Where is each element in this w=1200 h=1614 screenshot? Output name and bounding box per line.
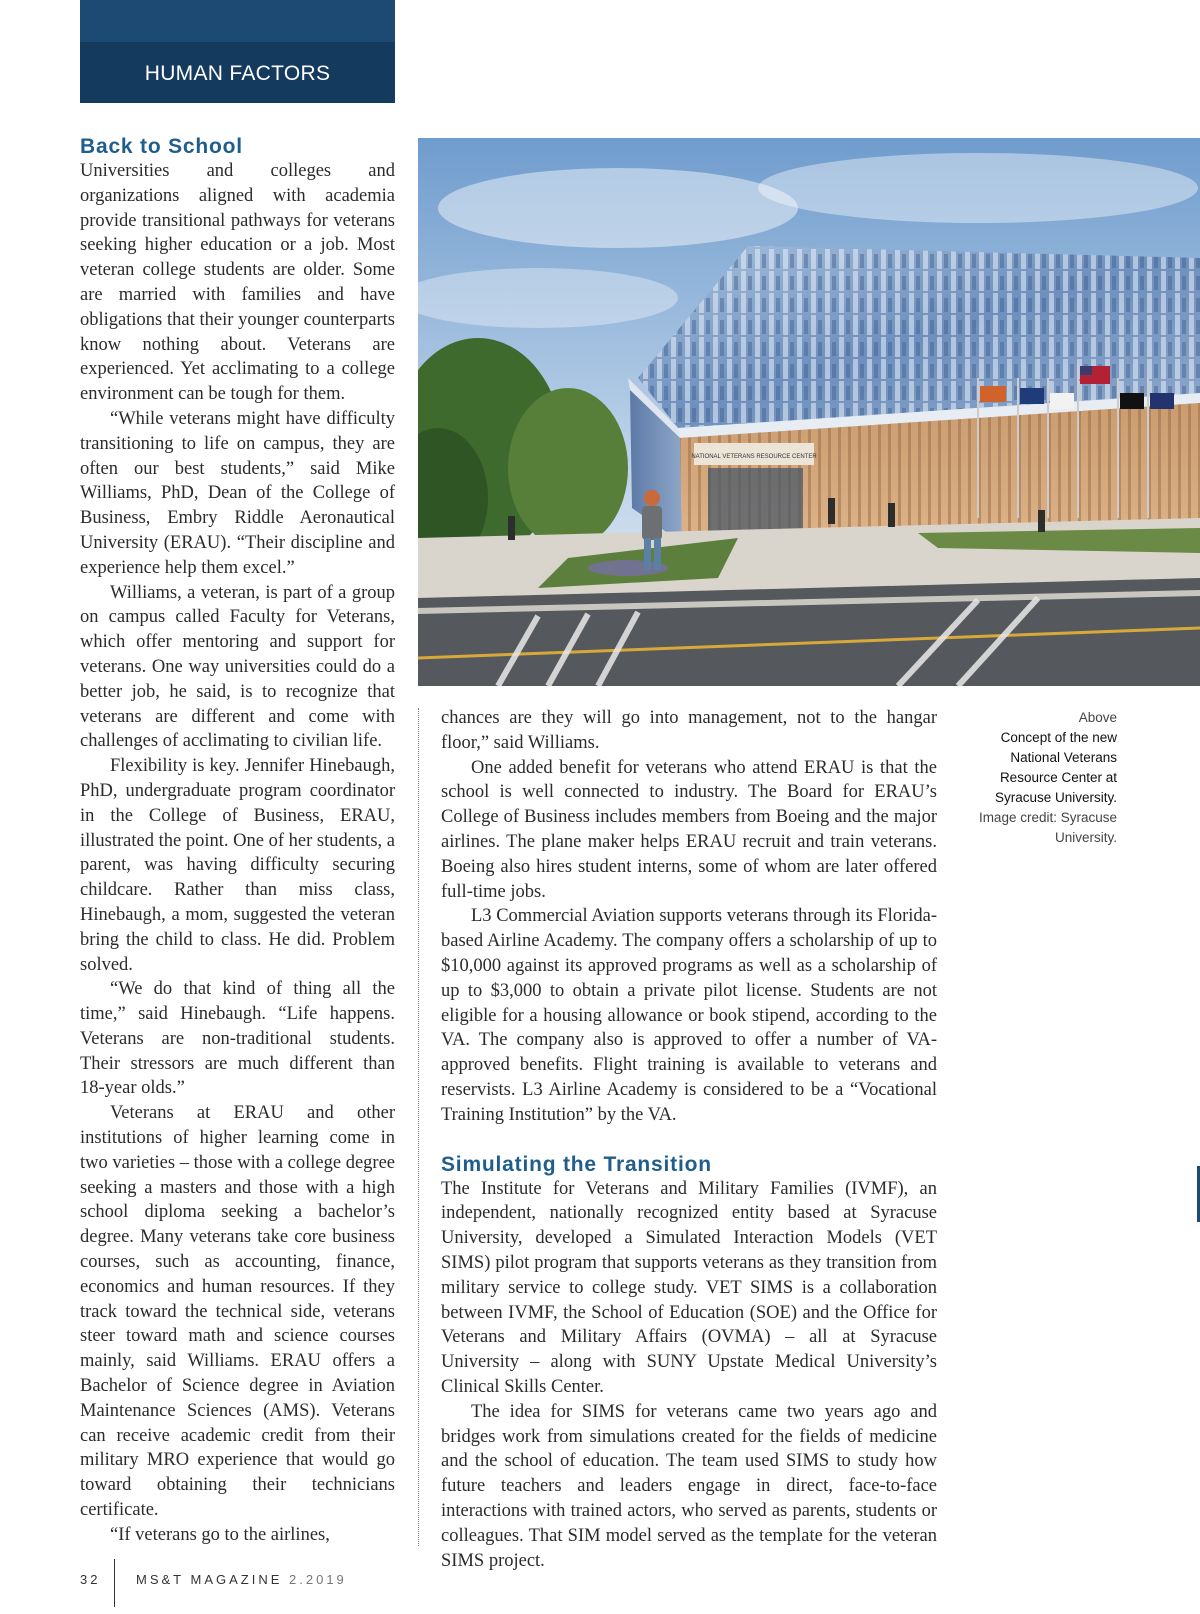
paragraph: “While veterans might have difficulty transitioning to life on campus, they are often our best students,” said Mike Williams, PhD, Dean of the College of Business, Embry Riddle Aeronautical University (ERAU). “Their discipline and experience help them excel.”: [80, 408, 395, 578]
paragraph: L3 Commercial Aviation supports veterans through its Florida-based Airline Academy. The company offers a scholarship of up to $10,000 against its approved programs as well as a scholarship of up to $3,000 to obtain a private pilot license. Students are not eligible for a housing allowance or book stipend, according to the VA. The company also is approved to offer a number of VA-approved benefits. Flight training is available to veterans and reservists. L3 Airline Academy is considered to be a “Vocational Training Institution” by the VA.: [441, 906, 937, 1125]
column-divider: [418, 708, 419, 1546]
section-label: HUMAN FACTORS: [144, 62, 331, 85]
paragraph: The idea for SIMS for veterans came two years ago and bridges work from simulations created for the fields of medicine and the school of education. The team used SIMS to study how future teachers and leaders engage in direct, face-to-face interactions with trained actors, who served as parents, students or colleagues. That SIM model served as the template for the veteran SIMS project.: [441, 1401, 937, 1571]
caption-credit: Image credit: Syracuse University.: [978, 810, 1117, 845]
article-column-right: [441, 706, 937, 1573]
paragraph: One added benefit for veterans who attend ERAU is that the school is well connected to industry. The Board for ERAU’s College of Business includes members from Boeing and the major airlines. The plane maker helps ERAU recruit and train veterans. Boeing also hires student interns, some of whom are later offered full-time jobs.: [441, 757, 937, 902]
subheading-simulating-the-transition: Simulating the Transition: [441, 1152, 712, 1176]
caption-text: Concept of the new National Veterans Resource Center at Syracuse University.: [994, 730, 1117, 805]
photo-caption: [975, 708, 1117, 848]
section-banner: [80, 0, 395, 103]
page-number: 32: [80, 1572, 101, 1587]
issue-number: 2.2019: [289, 1572, 347, 1587]
subheading-back-to-school: Back to School: [80, 135, 243, 158]
paragraph: The Institute for Veterans and Military Families (IVMF), an independent, nationally recognized entity based at Syracuse University, developed a Simulated Interaction Models (VET SIMS) pilot program that supports veterans as they transition from military service to college study. VET SIMS is a collaboration between IVMF, the School of Education (SOE) and the Office for Veterans and Military Affairs (OVMA) – all at Syracuse University – along with SUNY Upstate Medical University’s Clinical Skills Center.: [441, 1178, 937, 1397]
footer-rule: [114, 1559, 115, 1607]
paragraph: Flexibility is key. Jennifer Hinebaugh, PhD, undergraduate program coordinator in the College of Business, ERAU, illustrated the point. One of her students, a parent, was having difficulty securing childcare. Rather than miss class, Hinebaugh, a mom, suggested the veteran bring the child to class. He did. Problem solved.: [80, 756, 395, 975]
paragraph: chances are they will go into management, not to the hangar floor,” said Williams.: [441, 708, 937, 753]
paragraph: “If veterans go to the airlines,: [110, 1524, 330, 1545]
magazine-title: [136, 1572, 347, 1587]
building-signage: NATIONAL VETERANS RESOURCE CENTER: [691, 454, 817, 460]
paragraph: Universities and colleges and organizations aligned with academia provide transitional pathways for veterans seeking higher education or a job. Most veteran college students are older. Some are married with families and have obligations that their younger counterparts know nothing about. Veterans are experienced. Yet acclimating to a college environment can be tough for them.: [80, 161, 395, 405]
magazine-name: MS&T MAGAZINE: [136, 1572, 283, 1587]
building-rendering-photo: [418, 138, 1200, 686]
paragraph: Veterans at ERAU and other institutions of higher learning come in two varieties – those with a college degree seeking a masters and those with a high school diploma seeking a bachelor’s degree. Many veterans take core business courses, such as accounting, finance, economics and human resources. If they track toward the technical side, veterans steer toward math and science courses mainly, said Williams. ERAU offers a Bachelor of Science degree in Aviation Maintenance Sciences (AMS). Veterans can receive academic credit from their military MRO experience that would go toward obtaining their technicians certificate.: [80, 1103, 395, 1521]
paragraph: “We do that kind of thing all the time,” said Hinebaugh. “Life happens. Veterans are non-traditional students. Their stressors are much different than 18-year olds.”: [80, 979, 395, 1099]
caption-position: Above: [1078, 710, 1117, 725]
paragraph: Williams, a veteran, is part of a group on campus called Faculty for Veterans, which offer mentoring and support for veterans. One way universities could do a better job, he said, is to recognize that veterans are different and come with challenges of acclimating to civilian life.: [80, 582, 395, 752]
article-column-left: [80, 134, 395, 1548]
